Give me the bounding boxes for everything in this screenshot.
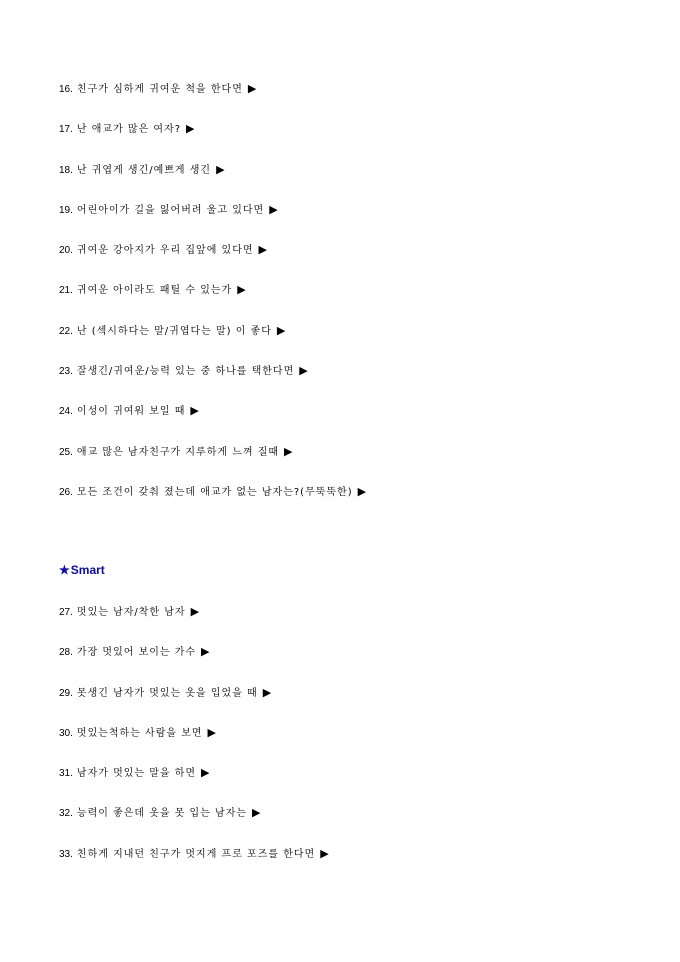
- play-arrow-icon: ▶: [299, 364, 308, 378]
- question-number: 18.: [59, 164, 73, 176]
- play-arrow-icon: ▶: [357, 484, 367, 498]
- question-text: 친하게 지내던 친구가 멋지게 프로 포즈를 한다면: [76, 848, 316, 860]
- question-text: 친구가 심하게 귀여운 척을 한다면: [76, 84, 243, 95]
- question-item: [59, 686, 329, 726]
- question-item: [59, 283, 366, 323]
- question-number: 19.: [59, 204, 73, 216]
- question-text: 멋있는척하는 사람을 보면: [76, 727, 203, 739]
- question-number: 29.: [59, 687, 73, 699]
- question-text: 난 귀엽게 생긴/예쁘게 생긴: [76, 164, 212, 176]
- section-heading-smart: [59, 563, 105, 577]
- question-number: 31.: [59, 768, 73, 780]
- question-item: [59, 203, 366, 243]
- play-arrow-icon: ▶: [207, 725, 216, 739]
- play-arrow-icon: ▶: [216, 162, 225, 176]
- question-number: 16.: [59, 84, 73, 95]
- question-text: 애교 많은 남자친구가 지루하게 느껴 질때: [76, 446, 280, 458]
- question-item: [59, 364, 366, 404]
- question-item: [59, 122, 366, 162]
- question-text: 어린아이가 길을 잃어버려 울고 있다면: [76, 204, 265, 216]
- play-arrow-icon: ▶: [262, 685, 272, 699]
- question-number: 24.: [59, 406, 73, 418]
- question-number: 23.: [59, 366, 73, 378]
- question-text: 이성이 귀여워 보일 때: [76, 406, 186, 418]
- play-arrow-icon: ▶: [237, 283, 246, 297]
- question-text: 모든 조건이 갖춰 졌는데 애교가 없는 남자는?(무뚝뚝한): [76, 486, 353, 498]
- play-arrow-icon: ▶: [201, 645, 210, 659]
- question-item: [59, 726, 329, 766]
- section-title: Smart: [70, 563, 105, 577]
- play-arrow-icon: ▶: [186, 122, 195, 136]
- play-arrow-icon: ▶: [284, 444, 293, 458]
- question-text: 귀여운 강아지가 우리 집앞에 있다면: [76, 245, 254, 257]
- question-item: [59, 82, 366, 122]
- question-number: 22.: [59, 325, 73, 337]
- question-number: 30.: [59, 727, 73, 739]
- question-item: [59, 605, 329, 645]
- question-number: 21.: [59, 285, 73, 297]
- question-number: 33.: [59, 848, 73, 860]
- question-list-smart: [59, 605, 329, 887]
- question-item: [59, 766, 329, 806]
- question-number: 20.: [59, 245, 73, 257]
- play-arrow-icon: ▶: [190, 404, 199, 418]
- question-text: 못생긴 남자가 멋있는 옷을 입었을 때: [76, 687, 258, 699]
- star-icon: ★: [59, 563, 70, 577]
- play-arrow-icon: ▶: [252, 806, 261, 820]
- question-item: [59, 163, 366, 203]
- question-number: 28.: [59, 647, 73, 659]
- question-number: 32.: [59, 808, 73, 820]
- question-item: [59, 485, 366, 525]
- question-text: 능력이 좋은데 옷을 못 입는 남자는: [76, 808, 248, 820]
- question-number: 17.: [59, 124, 73, 136]
- question-item: [59, 847, 329, 887]
- play-arrow-icon: ▶: [269, 202, 278, 216]
- question-item: [59, 806, 329, 846]
- question-text: 가장 멋있어 보이는 가수: [76, 647, 197, 659]
- question-text: 난 (섹시하다는 말/귀엽다는 말) 이 좋다: [76, 325, 272, 337]
- question-item: [59, 645, 329, 685]
- question-list-cute: [59, 82, 366, 525]
- play-arrow-icon: ▶: [320, 846, 329, 860]
- play-arrow-icon: ▶: [276, 323, 286, 337]
- question-text: 멋있는 남자/착한 남자: [76, 607, 186, 618]
- question-number: 26.: [59, 486, 73, 498]
- question-text: 잘생긴/귀여운/능력 있는 중 하나를 택한다면: [76, 366, 295, 378]
- question-text: 난 애교가 많은 여자?: [76, 124, 182, 136]
- question-item: [59, 243, 366, 283]
- question-item: [59, 404, 366, 444]
- question-number: 25.: [59, 446, 73, 458]
- question-text: 귀여운 아이라도 패틸 수 있는가: [76, 285, 233, 297]
- play-arrow-icon: ▶: [201, 766, 210, 780]
- question-number: 27.: [59, 607, 73, 618]
- question-item: [59, 445, 366, 485]
- play-arrow-icon: ▶: [258, 243, 267, 257]
- play-arrow-icon: ▶: [247, 82, 257, 95]
- play-arrow-icon: ▶: [190, 605, 200, 618]
- question-text: 남자가 멋있는 말을 하면: [76, 768, 197, 780]
- question-item: [59, 324, 366, 364]
